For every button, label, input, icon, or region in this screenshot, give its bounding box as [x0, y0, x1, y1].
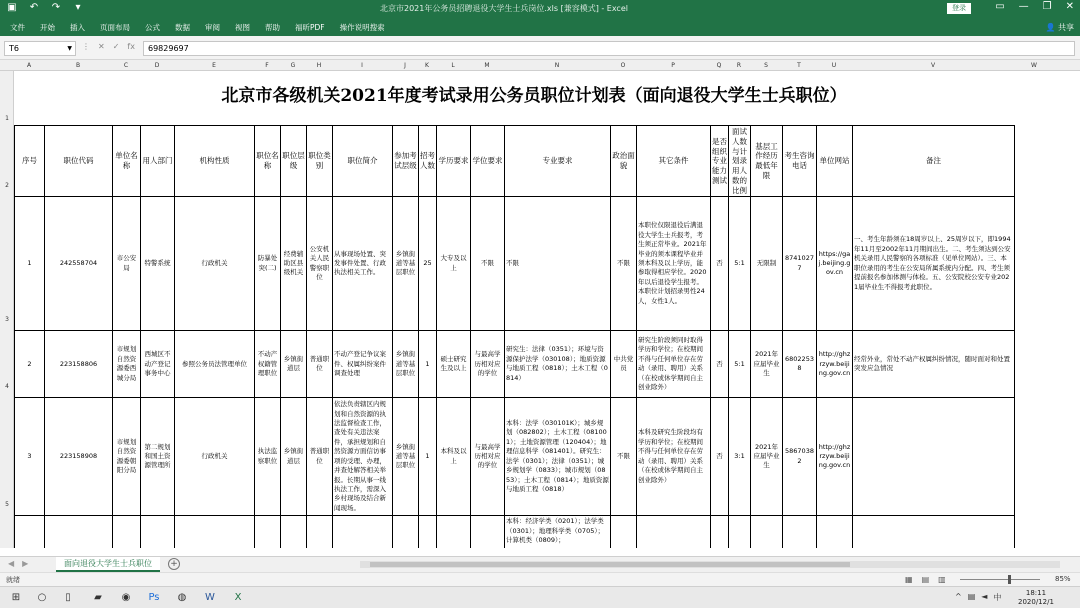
- table-row: [15, 398, 1015, 516]
- status-bar: [0, 572, 1080, 586]
- ribbon-tab-0[interactable]: 文件: [10, 23, 25, 32]
- column-header[interactable]: S: [764, 62, 768, 69]
- row-headers: [0, 71, 14, 548]
- chevron-down-icon[interactable]: ▼: [67, 45, 72, 52]
- formula-bar: [0, 36, 1080, 60]
- table-cell[interactable]: 市公安局: [113, 197, 141, 331]
- table-cell[interactable]: http://ghzrzyw.beijing.gov.cn: [817, 331, 853, 398]
- table-row: [15, 331, 1015, 398]
- table-cell[interactable]: 1: [419, 331, 437, 398]
- table-cell[interactable]: 68022538: [783, 331, 817, 398]
- table-cell[interactable]: 否: [711, 197, 729, 331]
- table-cell[interactable]: 参照公务员法管理单位: [175, 331, 255, 398]
- column-heading[interactable]: 备注: [853, 126, 1015, 197]
- minimize-icon[interactable]: —: [1018, 1, 1029, 12]
- table-cell[interactable]: 否: [711, 398, 729, 516]
- column-header[interactable]: T: [797, 62, 801, 69]
- start-icon[interactable]: ⊞: [11, 592, 21, 603]
- column-header[interactable]: V: [930, 62, 936, 69]
- table-cell[interactable]: [419, 516, 437, 548]
- column-heading[interactable]: 职位代码: [45, 126, 113, 197]
- redo-icon[interactable]: ↷: [51, 2, 61, 13]
- column-header[interactable]: O: [620, 62, 626, 69]
- column-heading[interactable]: 招考人数: [419, 126, 437, 197]
- ribbon-tab-5[interactable]: 数据: [175, 23, 190, 32]
- column-heading[interactable]: 单位网站: [817, 126, 853, 197]
- table-cell[interactable]: [751, 516, 783, 548]
- table-cell[interactable]: 2021年应届毕业生: [751, 398, 783, 516]
- dots-icon: ⋮: [82, 42, 90, 51]
- ribbon-options-icon[interactable]: ▭: [995, 1, 1005, 12]
- column-heading[interactable]: 是否组织专业能力测试: [711, 126, 729, 197]
- table-cell[interactable]: [783, 516, 817, 548]
- table-cell[interactable]: 从事现场处置、突发事件处置、行政执法相关工作。: [333, 197, 393, 331]
- ribbon-tab-10[interactable]: 操作说明搜索: [339, 23, 385, 32]
- column-heading[interactable]: 序号: [15, 126, 45, 197]
- table-header-row: [15, 126, 1015, 197]
- table-cell[interactable]: 乡镇街道等基层职位: [393, 331, 419, 398]
- table-cell[interactable]: [711, 516, 729, 548]
- column-heading[interactable]: 面试人数与计划录用人数的比例: [729, 126, 751, 197]
- table-cell[interactable]: 防暴处突(二): [255, 197, 281, 331]
- normal-view-icon[interactable]: ▦: [905, 575, 913, 584]
- table-row: [15, 197, 1015, 331]
- column-heading[interactable]: 专业要求: [505, 126, 611, 197]
- excel-icon[interactable]: X: [234, 592, 242, 603]
- table-cell[interactable]: 与最高学历相对应的学位: [471, 331, 505, 398]
- column-heading[interactable]: 政治面貌: [611, 126, 637, 197]
- table-cell[interactable]: 2021年应届毕业生: [751, 331, 783, 398]
- table-cell[interactable]: 依法负责辖区内规划和自然资源的执法监督检查工作，查处有关违法案件，承担规划和自然资源方面信访事项的受理、办理，并查处解答相关举报。长期从事一线执法工作，需深入乡村现场及结合新闻现场。: [333, 398, 393, 516]
- ribbon-tab-9[interactable]: 福昕PDF: [295, 23, 325, 32]
- table-cell[interactable]: 乡镇街道等基层职位: [393, 398, 419, 516]
- sheet-tab-bar: [0, 556, 1080, 572]
- table-cell[interactable]: 乡镇街道层: [281, 331, 307, 398]
- sheet-tab-active[interactable]: 面向退役大学生士兵职位: [56, 557, 160, 572]
- formula-icons: [82, 42, 135, 51]
- zoom-slider[interactable]: [960, 579, 1040, 580]
- login-button[interactable]: 登录: [947, 3, 971, 14]
- column-header[interactable]: Q: [716, 62, 722, 69]
- cancel-icon[interactable]: ✕: [98, 42, 105, 51]
- formula-input[interactable]: 69829697: [143, 41, 1075, 56]
- cell-reference: T6: [9, 44, 19, 53]
- table-cell[interactable]: 普通职位: [307, 398, 333, 516]
- column-header[interactable]: N: [554, 62, 560, 69]
- table-cell[interactable]: [853, 516, 1015, 548]
- row-header[interactable]: 3: [5, 316, 9, 323]
- column-heading[interactable]: 学历要求: [437, 126, 471, 197]
- row-header[interactable]: 1: [5, 115, 9, 122]
- clock[interactable]: [1018, 589, 1054, 607]
- column-header[interactable]: A: [26, 62, 32, 69]
- status-mode: 就绪: [6, 576, 20, 584]
- worksheet-grid[interactable]: [14, 71, 1080, 548]
- table-cell[interactable]: [113, 516, 141, 548]
- table-cell[interactable]: 乡镇街道层: [281, 398, 307, 516]
- tray-up-icon[interactable]: ^: [955, 592, 962, 601]
- table-cell[interactable]: 行政机关: [175, 197, 255, 331]
- table-cell[interactable]: [281, 516, 307, 548]
- sheet-nav: [8, 559, 28, 568]
- ribbon-tabs: [0, 18, 1080, 36]
- table-cell[interactable]: 本科：经济学类（0201）；法学类（0301）；地理科学类（0705）；计算机类（0809）；: [505, 516, 611, 548]
- chat-icon[interactable]: ◍: [177, 592, 187, 603]
- table-cell[interactable]: 研究生阶段须同时取得学历和学位；在校期间不得与任何单位存在劳动（录用、聘用）关系（在校或休学期间自主创业除外）: [637, 331, 711, 398]
- maximize-icon[interactable]: ❐: [1042, 1, 1052, 12]
- table-cell[interactable]: 研究生：法律（0351）；环境与资源保护法学（030108）；地质资源与地质工程（0818）；土木工程（0814）: [505, 331, 611, 398]
- table-cell[interactable]: 第二规划和国土资源管理所: [141, 398, 175, 516]
- horizontal-scrollbar[interactable]: [360, 561, 1060, 568]
- column-heading[interactable]: 机构性质: [175, 126, 255, 197]
- table-cell[interactable]: 本科及以上: [437, 398, 471, 516]
- table-cell[interactable]: 1: [15, 197, 45, 331]
- column-header[interactable]: C: [123, 62, 129, 69]
- table-cell[interactable]: [817, 516, 853, 548]
- name-box[interactable]: [4, 41, 76, 56]
- search-icon[interactable]: ○: [37, 592, 47, 603]
- ribbon-tab-3[interactable]: 页面布局: [100, 23, 130, 32]
- column-heading[interactable]: 基层工作经历最低年限: [751, 126, 783, 197]
- table-cell[interactable]: 否: [711, 331, 729, 398]
- window-controls: [995, 1, 1074, 12]
- table-cell[interactable]: 223158806: [45, 331, 113, 398]
- table-cell[interactable]: 普通职位: [307, 331, 333, 398]
- table-cell[interactable]: 与最高学历相对应的学位: [471, 398, 505, 516]
- taskbar: [0, 586, 1080, 608]
- prev-sheet-icon[interactable]: ◀: [8, 559, 15, 568]
- table-cell[interactable]: 无限制: [751, 197, 783, 331]
- table-cell[interactable]: 5:1: [729, 197, 751, 331]
- share-button[interactable]: [1045, 22, 1074, 33]
- zoom-slider-thumb[interactable]: [1008, 575, 1011, 584]
- table-cell[interactable]: 大专及以上: [437, 197, 471, 331]
- column-header[interactable]: E: [212, 62, 216, 69]
- column-headers: [0, 60, 1080, 71]
- table-cell[interactable]: [637, 516, 711, 548]
- table-cell[interactable]: 公安机关人民警察职位: [307, 197, 333, 331]
- table-cell[interactable]: 中共党员: [611, 331, 637, 398]
- column-header[interactable]: B: [75, 62, 81, 69]
- column-header[interactable]: J: [404, 62, 406, 69]
- table-cell[interactable]: [393, 516, 419, 548]
- column-heading[interactable]: 职位层级: [281, 126, 307, 197]
- table-cell[interactable]: [307, 516, 333, 548]
- quick-access-toolbar: [6, 2, 84, 14]
- table-cell[interactable]: 2: [15, 331, 45, 398]
- table-cell[interactable]: 242558704: [45, 197, 113, 331]
- save-icon[interactable]: ▣: [7, 2, 17, 13]
- table-cell[interactable]: [437, 516, 471, 548]
- close-icon[interactable]: ✕: [1065, 1, 1074, 12]
- table-cell[interactable]: 3: [15, 398, 45, 516]
- table-cell[interactable]: [15, 516, 45, 548]
- file-explorer-icon[interactable]: ▰: [94, 592, 102, 603]
- title-bar: [0, 0, 1080, 18]
- ribbon-tab-1[interactable]: 开始: [40, 23, 55, 32]
- table-cell[interactable]: [141, 516, 175, 548]
- table-cell[interactable]: https://gaj.beijing.gov.cn: [817, 197, 853, 331]
- table-row: [15, 516, 1015, 548]
- table-cell[interactable]: 58670382: [783, 398, 817, 516]
- column-header[interactable]: M: [484, 62, 490, 69]
- network-icon[interactable]: ▤: [967, 592, 976, 601]
- page-layout-icon[interactable]: ▤: [921, 575, 930, 584]
- column-heading[interactable]: 学位要求: [471, 126, 505, 197]
- table-cell[interactable]: 市规划自然资源委朝阳分局: [113, 398, 141, 516]
- column-heading[interactable]: 参加考试层级: [393, 126, 419, 197]
- column-header[interactable]: F: [265, 62, 269, 69]
- undo-icon[interactable]: ↶: [29, 2, 39, 13]
- table-cell[interactable]: [175, 516, 255, 548]
- table-cell[interactable]: 经费辅助区县级机关: [281, 197, 307, 331]
- ribbon-tab-7[interactable]: 视图: [235, 23, 250, 32]
- table-cell[interactable]: 行政机关: [175, 398, 255, 516]
- column-header[interactable]: I: [361, 62, 363, 69]
- table-cell[interactable]: 本科：法学（030101K）；城乡规划（082802）；土木工程（081001）；土地资源管理（120404）；地理信息科学（081401）。研究生：法学（0301）；法律（0351）；城乡规划学（0833）；城市规划（0853）；土木工程（0814）；地质资源与地质工程（0818）: [505, 398, 611, 516]
- ribbon-tab-6[interactable]: 审阅: [205, 23, 220, 32]
- clock-date: 2020/12/1: [1018, 598, 1054, 606]
- column-heading[interactable]: 其它条件: [637, 126, 711, 197]
- position-table: [14, 125, 1015, 548]
- table-cell[interactable]: [333, 516, 393, 548]
- table-cell[interactable]: 223158908: [45, 398, 113, 516]
- table-cell[interactable]: 不限: [611, 197, 637, 331]
- column-heading[interactable]: 用人部门: [141, 126, 175, 197]
- next-sheet-icon[interactable]: ▶: [22, 559, 29, 568]
- table-cell[interactable]: [729, 516, 751, 548]
- photoshop-icon[interactable]: Ps: [148, 592, 160, 603]
- add-sheet-icon[interactable]: +: [168, 558, 180, 570]
- column-heading[interactable]: 职位类别: [307, 126, 333, 197]
- table-cell[interactable]: 87410277: [783, 197, 817, 331]
- person-icon: 👤: [1045, 23, 1056, 32]
- table-cell[interactable]: 本科及研究生阶段均有学历和学位；在校期间不得与任何单位存在劳动（录用、聘用）关系（在校或休学期间自主创业除外）: [637, 398, 711, 516]
- table-cell[interactable]: 西城区不动产登记事务中心: [141, 331, 175, 398]
- column-header[interactable]: U: [831, 62, 837, 69]
- table-cell[interactable]: 不限: [611, 398, 637, 516]
- table-cell[interactable]: [611, 516, 637, 548]
- row-header[interactable]: 4: [5, 383, 9, 390]
- column-header[interactable]: G: [290, 62, 296, 69]
- table-cell[interactable]: 25: [419, 197, 437, 331]
- share-label: 共享: [1058, 23, 1074, 32]
- table-cell[interactable]: 5:1: [729, 331, 751, 398]
- view-buttons: [905, 575, 946, 584]
- word-icon[interactable]: W: [205, 592, 215, 603]
- column-header[interactable]: R: [736, 62, 742, 69]
- table-cell[interactable]: 不限: [471, 197, 505, 331]
- table-cell[interactable]: 本职位仅限退役后满退役大学生士兵报考，考生须正常毕业。2021年毕业的须本课程毕业并须本科及以上学历，能参取得相应学位。2020年以后退役学生报考。本职位计划招录男性24人，女性1人。: [637, 197, 711, 331]
- clock-time: 18:11: [1025, 589, 1047, 597]
- column-header[interactable]: H: [316, 62, 322, 69]
- table-cell[interactable]: [45, 516, 113, 548]
- system-tray: [955, 592, 1001, 603]
- table-cell[interactable]: 不限: [505, 197, 611, 331]
- column-heading[interactable]: 职位名称: [255, 126, 281, 197]
- ribbon-tab-2[interactable]: 插入: [70, 23, 85, 32]
- table-cell[interactable]: 乡镇街道等基层职位: [393, 197, 419, 331]
- table-cell[interactable]: 一、考生年龄须在18周岁以上、25周岁以下，即1994年11月至2002年11月期间出生。二、考生须达到公安机关录用人民警察的各项标准（见单位网站）。三、本职位录用的考生在公安局所属系统内分配。四、考生须提前报名参加体测与体检。五、公安院校公安专业2021届毕业生不得报考此职位。: [853, 197, 1015, 331]
- table-cell[interactable]: [255, 516, 281, 548]
- row-header[interactable]: 5: [5, 501, 9, 508]
- enter-icon[interactable]: ✓: [112, 42, 120, 51]
- ribbon-tab-4[interactable]: 公式: [145, 23, 160, 32]
- table-cell[interactable]: 特警系统: [141, 197, 175, 331]
- table-cell[interactable]: 执法监察职位: [255, 398, 281, 516]
- table-cell[interactable]: http://ghzrzyw.beijing.gov.cn: [817, 398, 853, 516]
- table-cell[interactable]: 不动产登记争议案件、权属纠纷案件调查处理: [333, 331, 393, 398]
- browser-icon[interactable]: ◉: [121, 592, 131, 603]
- ime-label[interactable]: 中: [993, 593, 1002, 602]
- function-icon[interactable]: fx: [127, 42, 135, 51]
- sheet-title: 北京市各级机关2021年度考试录用公务员职位计划表（面向退役大学生士兵职位）: [221, 86, 847, 106]
- ribbon-tab-8[interactable]: 帮助: [265, 23, 280, 32]
- volume-icon[interactable]: ◄: [981, 592, 988, 601]
- table-cell[interactable]: 经常外业，常处不动产权属纠纷情况，随时面对和处置突发应急情况: [853, 331, 1015, 398]
- table-cell[interactable]: 3:1: [729, 398, 751, 516]
- column-header[interactable]: L: [451, 62, 455, 69]
- table-cell[interactable]: 市规划自然资源委西城分局: [113, 331, 141, 398]
- column-heading[interactable]: 单位名称: [113, 126, 141, 197]
- table-cell[interactable]: 不动产权籍管理职位: [255, 331, 281, 398]
- task-view-icon[interactable]: ▯: [65, 592, 71, 603]
- zoom-level[interactable]: 85%: [1055, 575, 1071, 583]
- column-heading[interactable]: 职位简介: [333, 126, 393, 197]
- column-header[interactable]: P: [671, 62, 675, 69]
- table-cell[interactable]: 1: [419, 398, 437, 516]
- column-header[interactable]: D: [154, 62, 160, 69]
- scroll-thumb[interactable]: [370, 562, 850, 567]
- table-cell[interactable]: 硕士研究生及以上: [437, 331, 471, 398]
- column-heading[interactable]: 考生咨询电话: [783, 126, 817, 197]
- row-header[interactable]: 2: [5, 182, 9, 189]
- table-cell[interactable]: [471, 516, 505, 548]
- page-break-icon[interactable]: ▥: [938, 575, 946, 584]
- column-header[interactable]: K: [425, 62, 429, 69]
- column-header[interactable]: W: [1031, 62, 1037, 69]
- table-cell[interactable]: [853, 398, 1015, 516]
- more-icon[interactable]: ▾: [75, 2, 81, 13]
- window-title: 北京市2021年公务员招聘退役大学生士兵岗位.xls [兼容模式] - Excel: [380, 4, 628, 13]
